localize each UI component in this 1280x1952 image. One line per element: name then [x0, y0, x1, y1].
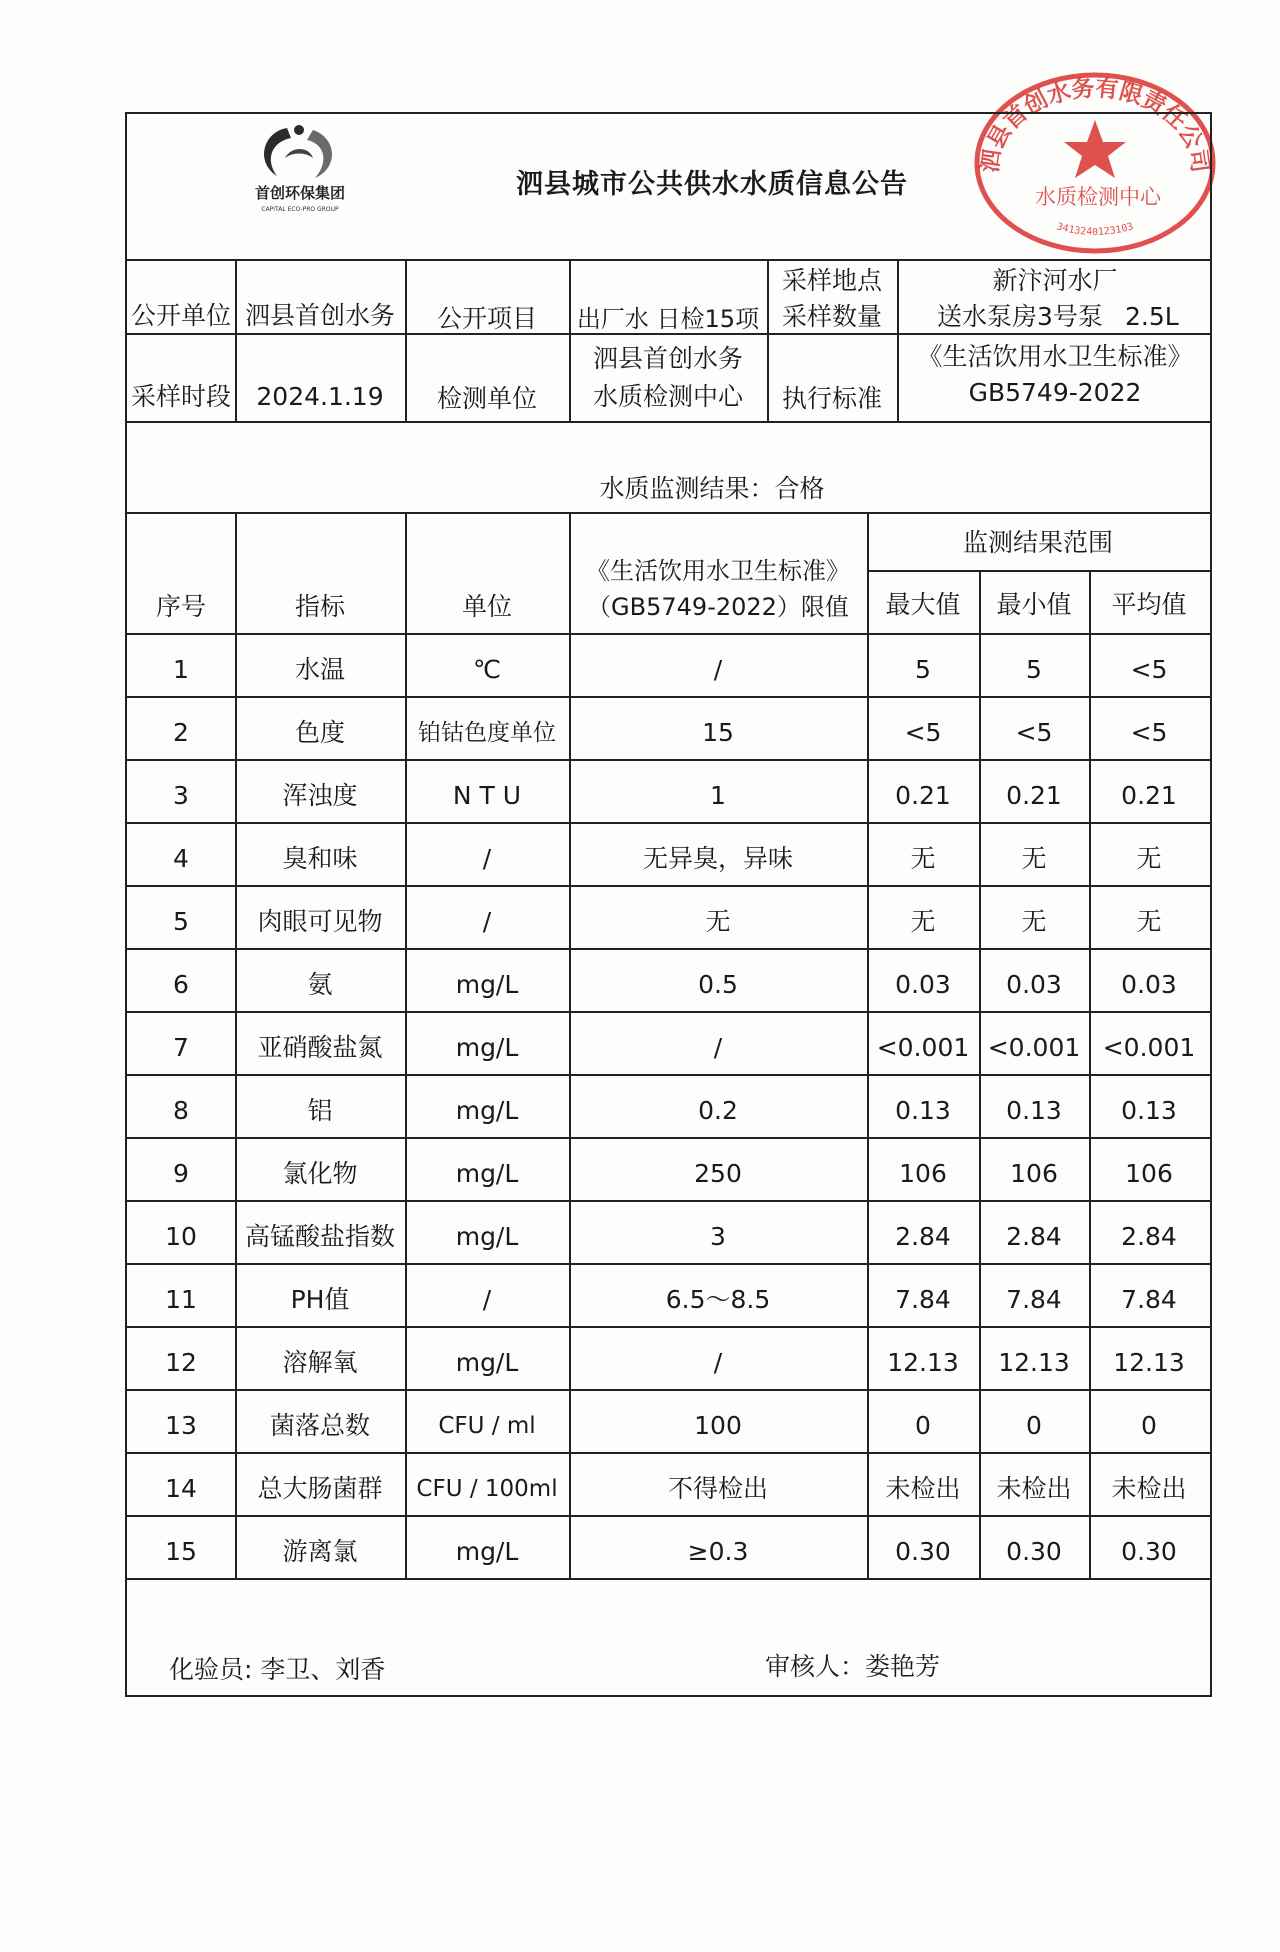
- page-title: 泗县城市公共供水水质信息公告: [516, 169, 908, 200]
- header-indicator: 指标: [294, 592, 346, 621]
- cell-name: 高锰酸盐指数: [244, 1222, 396, 1251]
- cell-avg: <0.001: [1102, 1033, 1196, 1062]
- cell-name: 总大肠菌群: [257, 1474, 383, 1503]
- tester-signature: 化验员: 李卫、刘香: [169, 1655, 386, 1684]
- sample-site-value: 新汴河水厂: [992, 266, 1118, 295]
- cell-seq: 8: [173, 1096, 189, 1125]
- cell-max: 5: [915, 655, 931, 684]
- cell-unit: 铂钴色度单位: [418, 720, 556, 746]
- header-seq: 序号: [155, 592, 207, 621]
- cell-max: 12.13: [887, 1348, 959, 1377]
- cell-unit: /: [482, 907, 492, 936]
- cell-name: 氯化物: [282, 1159, 358, 1188]
- cell-min: 106: [1010, 1159, 1058, 1188]
- cell-avg: 无: [1136, 907, 1162, 936]
- sample-time-label: 采样时段: [130, 382, 232, 411]
- cell-limit: 15: [702, 718, 734, 747]
- cell-limit: 3: [710, 1222, 726, 1251]
- cell-limit: 0.5: [698, 970, 738, 999]
- cell-min: 2.84: [1006, 1222, 1062, 1251]
- cell-unit: N T U: [452, 781, 522, 810]
- cell-name: 肉眼可见物: [257, 907, 383, 936]
- cell-limit: /: [713, 1348, 723, 1377]
- cell-unit: mg/L: [455, 1159, 519, 1188]
- cell-avg: 0.21: [1121, 781, 1177, 810]
- cell-avg: <5: [1130, 655, 1168, 684]
- cell-unit: mg/L: [455, 1537, 519, 1566]
- cell-limit: /: [713, 655, 723, 684]
- cell-name: 游离氯: [282, 1537, 358, 1566]
- cell-limit: 6.5～8.5: [665, 1285, 771, 1314]
- cell-seq: 7: [173, 1033, 189, 1062]
- cell-avg: 106: [1125, 1159, 1173, 1188]
- exec-standard-value-2: GB5749-2022: [968, 378, 1142, 407]
- cell-max: 0.13: [895, 1096, 951, 1125]
- cell-min: 无: [1021, 844, 1047, 873]
- header-min: 最小值: [996, 590, 1072, 619]
- cell-max: 未检出: [885, 1474, 961, 1503]
- cell-seq: 13: [165, 1411, 197, 1440]
- cell-name: 浑浊度: [282, 781, 358, 810]
- cell-min: 0: [1026, 1411, 1042, 1440]
- cell-min: 0.21: [1006, 781, 1062, 810]
- sample-count-label: 采样数量: [781, 302, 883, 331]
- publish-unit-value: 泗县首创水务: [244, 301, 396, 330]
- header-avg: 平均值: [1111, 590, 1187, 619]
- cell-avg: 无: [1136, 844, 1162, 873]
- publish-unit-label: 公开单位: [130, 301, 232, 330]
- header-max: 最大值: [885, 590, 961, 619]
- cell-seq: 6: [173, 970, 189, 999]
- cell-max: 0: [915, 1411, 931, 1440]
- cell-seq: 1: [173, 655, 189, 684]
- seal-text: 泗县首创水务有限责任公司: [977, 75, 1213, 175]
- cell-unit: CFU / ml: [438, 1413, 536, 1439]
- cell-name: PH值: [290, 1285, 350, 1314]
- cell-avg: 12.13: [1113, 1348, 1185, 1377]
- publish-item-value: 出厂水 日检15项: [576, 305, 760, 333]
- sample-time-value: 2024.1.19: [256, 382, 384, 411]
- cell-name: 亚硝酸盐氮: [257, 1033, 383, 1062]
- cell-limit: 250: [694, 1159, 742, 1188]
- cell-seq: 9: [173, 1159, 189, 1188]
- cell-seq: 11: [165, 1285, 197, 1314]
- cell-name: 色度: [294, 718, 346, 747]
- cell-max: <0.001: [876, 1033, 970, 1062]
- cell-name: 水温: [294, 655, 346, 684]
- company-name-en: CAPITAL ECO-PRO GROUP: [261, 206, 339, 213]
- publish-item-label: 公开项目: [436, 304, 538, 333]
- cell-limit: 无: [705, 907, 731, 936]
- cell-unit: mg/L: [455, 1096, 519, 1125]
- header-limit-1: 《生活饮用水卫生标准》: [586, 557, 850, 585]
- cell-name: 菌落总数: [269, 1411, 371, 1440]
- exec-standard-value-1: 《生活饮用水卫生标准》: [917, 342, 1193, 371]
- cell-avg: 0.30: [1121, 1537, 1177, 1566]
- cell-max: 无: [910, 844, 936, 873]
- test-unit-value-1: 泗县首创水务: [592, 344, 744, 373]
- cell-seq: 2: [173, 718, 189, 747]
- cell-max: 无: [910, 907, 936, 936]
- cell-min: <5: [1015, 718, 1053, 747]
- cell-min: 12.13: [998, 1348, 1070, 1377]
- cell-max: <5: [904, 718, 942, 747]
- cell-name: 溶解氧: [282, 1348, 358, 1377]
- header-limit-2: （GB5749-2022）限值: [587, 593, 849, 621]
- cell-avg: 2.84: [1121, 1222, 1177, 1251]
- sample-site-value-2: 送水泵房3号泵: [937, 302, 1103, 331]
- cell-max: 0.03: [895, 970, 951, 999]
- cell-unit: mg/L: [455, 1033, 519, 1062]
- cell-name: 臭和味: [282, 844, 358, 873]
- cell-avg: <5: [1130, 718, 1168, 747]
- cell-min: 0.30: [1006, 1537, 1062, 1566]
- cell-seq: 14: [165, 1474, 197, 1503]
- cell-max: 0.21: [895, 781, 951, 810]
- cell-unit: /: [482, 1285, 492, 1314]
- cell-unit: mg/L: [455, 1348, 519, 1377]
- cell-limit: 1: [710, 781, 726, 810]
- cell-limit: ≥0.3: [687, 1537, 749, 1566]
- cell-seq: 4: [173, 844, 189, 873]
- cell-seq: 12: [165, 1348, 197, 1377]
- exec-standard-label: 执行标准: [781, 384, 883, 413]
- cell-max: 2.84: [895, 1222, 951, 1251]
- reviewer-signature: 审核人：娄艳芳: [765, 1652, 941, 1681]
- cell-limit: 100: [694, 1411, 742, 1440]
- cell-min: 0.13: [1006, 1096, 1062, 1125]
- cell-unit: mg/L: [455, 970, 519, 999]
- cell-limit: 无异臭，异味: [642, 844, 794, 873]
- cell-min: 无: [1021, 907, 1047, 936]
- cell-limit: /: [713, 1033, 723, 1062]
- cell-seq: 3: [173, 781, 189, 810]
- cell-limit: 0.2: [698, 1096, 738, 1125]
- test-unit-label: 检测单位: [436, 384, 538, 413]
- cell-avg: 0: [1141, 1411, 1157, 1440]
- cell-max: 106: [899, 1159, 947, 1188]
- cell-avg: 0.03: [1121, 970, 1177, 999]
- cell-avg: 0.13: [1121, 1096, 1177, 1125]
- seal-serial: 3413240123103: [1055, 221, 1135, 238]
- cell-seq: 10: [165, 1222, 197, 1251]
- sample-count-value: 2.5L: [1125, 302, 1179, 331]
- cell-avg: 未检出: [1111, 1474, 1187, 1503]
- cell-limit: 不得检出: [667, 1474, 769, 1503]
- cell-unit: ℃: [472, 655, 502, 684]
- notice-sheet: [125, 112, 1212, 1697]
- cell-min: 5: [1026, 655, 1042, 684]
- company-name: 首创环保集团: [254, 184, 346, 202]
- cell-min: <0.001: [987, 1033, 1081, 1062]
- cell-min: 未检出: [996, 1474, 1072, 1503]
- cell-name: 铝: [307, 1096, 333, 1125]
- seal-center-text: 水质检测中心: [1035, 185, 1161, 209]
- cell-max: 0.30: [895, 1537, 951, 1566]
- cell-max: 7.84: [895, 1285, 951, 1314]
- cell-unit: /: [482, 844, 492, 873]
- cell-seq: 15: [165, 1537, 197, 1566]
- cell-unit: CFU / 100ml: [416, 1476, 558, 1502]
- sample-site-label: 采样地点: [781, 266, 883, 295]
- test-unit-value-2: 水质检测中心: [592, 382, 744, 411]
- header-range: 监测结果范围: [962, 528, 1114, 557]
- cell-min: 7.84: [1006, 1285, 1062, 1314]
- result-banner: 水质监测结果：合格: [599, 474, 825, 503]
- cell-min: 0.03: [1006, 970, 1062, 999]
- cell-name: 氨: [307, 970, 333, 999]
- cell-avg: 7.84: [1121, 1285, 1177, 1314]
- cell-unit: mg/L: [455, 1222, 519, 1251]
- cell-seq: 5: [173, 907, 189, 936]
- header-unit: 单位: [461, 592, 513, 621]
